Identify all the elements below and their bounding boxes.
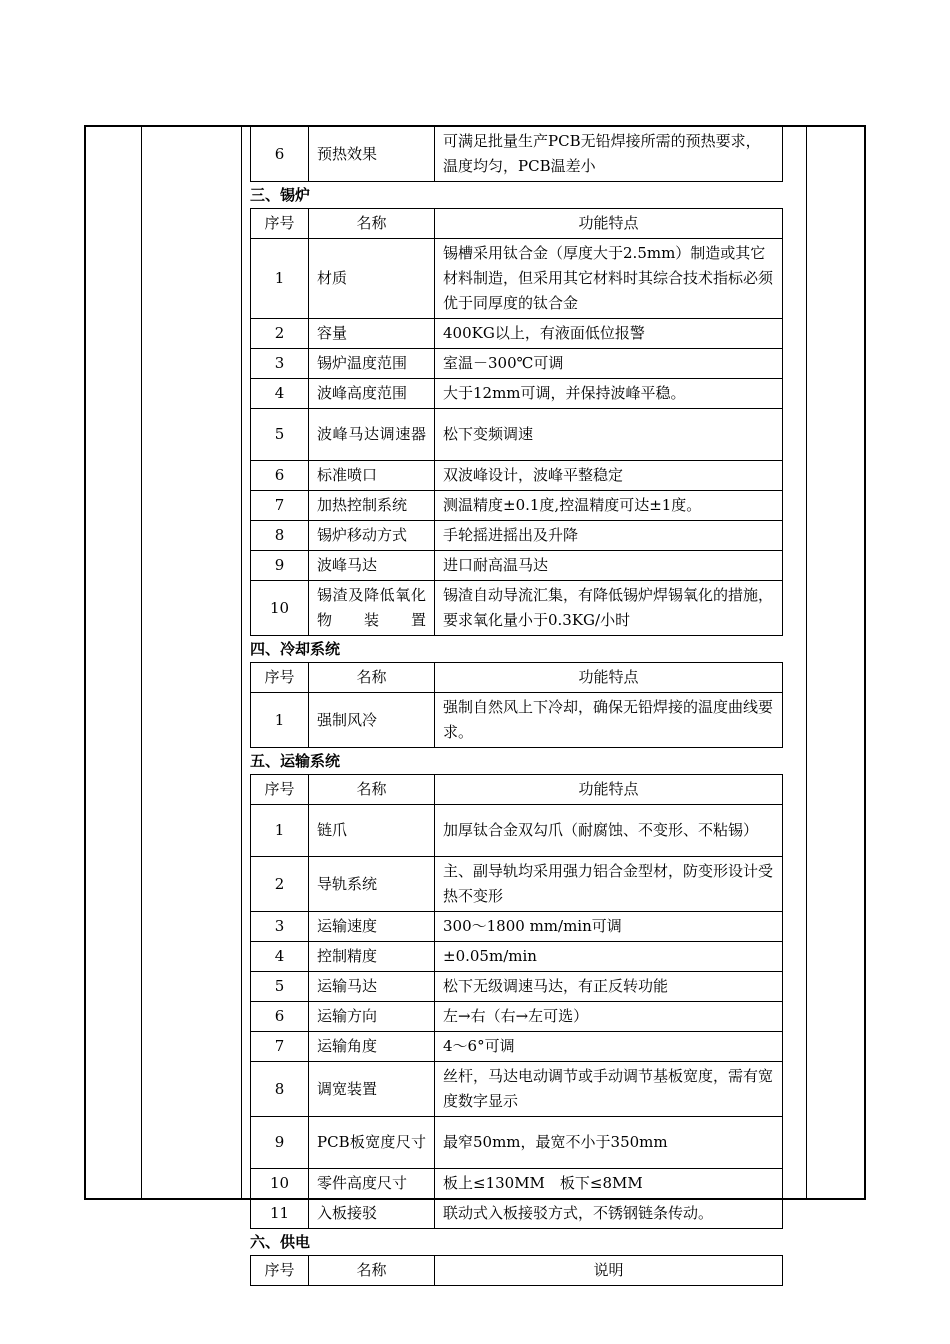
table-row <box>251 491 783 521</box>
row-name: 锡炉移动方式 <box>309 521 435 551</box>
row-description: 双波峰设计，波峰平整稳定 <box>435 461 783 491</box>
spec-table <box>250 1255 783 1286</box>
table-row <box>251 319 783 349</box>
header-desc: 说明 <box>435 1256 783 1286</box>
row-name: 调宽装置 <box>309 1062 435 1117</box>
table-row <box>251 693 783 748</box>
row-number: 4 <box>251 379 309 409</box>
table-header-row <box>251 663 783 693</box>
row-description: 强制自然风上下冷却，确保无铅焊接的温度曲线要求。 <box>435 693 783 748</box>
table-row <box>251 1062 783 1117</box>
row-name: 强制风冷 <box>309 693 435 748</box>
frame-divider <box>141 127 142 1198</box>
header-no: 序号 <box>251 209 309 239</box>
row-description: 左→右（右→左可选） <box>435 1002 783 1032</box>
row-name: 容量 <box>309 319 435 349</box>
spec-table <box>250 662 783 748</box>
spec-content <box>250 126 783 1286</box>
row-description: 4～6°可调 <box>435 1032 783 1062</box>
row-name: 波峰高度范围 <box>309 379 435 409</box>
row-description: 锡渣自动导流汇集，有降低锡炉焊锡氧化的措施，要求氧化量小于0.3KG/小时 <box>435 581 783 636</box>
table-header-row <box>251 1256 783 1286</box>
spec-table <box>250 774 783 1229</box>
row-description: 室温－300℃可调 <box>435 349 783 379</box>
header-desc: 功能特点 <box>435 209 783 239</box>
row-name: 锡渣及降低氧化物装置 <box>309 581 435 636</box>
row-name: 加热控制系统 <box>309 491 435 521</box>
table-row <box>251 1117 783 1169</box>
row-number: 3 <box>251 349 309 379</box>
row-number: 7 <box>251 1032 309 1062</box>
row-number: 5 <box>251 409 309 461</box>
row-name: 零件高度尺寸 <box>309 1169 435 1199</box>
row-number: 3 <box>251 912 309 942</box>
section-title: 四、冷却系统 <box>250 640 341 658</box>
header-name: 名称 <box>309 209 435 239</box>
row-description: 主、副导轨均采用强力铝合金型材，防变形设计受热不变形 <box>435 857 783 912</box>
row-description: 松下无级调速马达，有正反转功能 <box>435 972 783 1002</box>
row-number: 1 <box>251 693 309 748</box>
table-row <box>251 127 783 182</box>
spec-table <box>250 208 783 636</box>
section-title: 六、供电 <box>250 1233 311 1251</box>
header-no: 序号 <box>251 663 309 693</box>
frame-divider <box>241 127 242 1198</box>
table-row <box>251 239 783 319</box>
row-description: 大于12mm可调，并保持波峰平稳。 <box>435 379 783 409</box>
table-header-row <box>251 775 783 805</box>
table-row <box>251 1032 783 1062</box>
row-number: 10 <box>251 581 309 636</box>
row-name: 链爪 <box>309 805 435 857</box>
table-row <box>251 349 783 379</box>
header-desc: 功能特点 <box>435 775 783 805</box>
row-name: 控制精度 <box>309 942 435 972</box>
row-description: 可满足批量生产PCB无铅焊接所需的预热要求，温度均匀，PCB温差小 <box>435 127 783 182</box>
table-row <box>251 1002 783 1032</box>
row-number: 7 <box>251 491 309 521</box>
table-row <box>251 409 783 461</box>
row-name: 波峰马达 <box>309 551 435 581</box>
row-name: 波峰马达调速器 <box>309 409 435 461</box>
row-number: 9 <box>251 1117 309 1169</box>
row-description: 300～1800 mm/min可调 <box>435 912 783 942</box>
header-desc: 功能特点 <box>435 663 783 693</box>
table-row <box>251 972 783 1002</box>
row-name: 锡炉温度范围 <box>309 349 435 379</box>
row-number: 8 <box>251 1062 309 1117</box>
row-description: 丝杆，马达电动调节或手动调节基板宽度，需有宽度数字显示 <box>435 1062 783 1117</box>
header-name: 名称 <box>309 775 435 805</box>
table-row <box>251 521 783 551</box>
row-name: 入板接驳 <box>309 1199 435 1229</box>
table-row <box>251 581 783 636</box>
row-description: 锡槽采用钛合金（厚度大于2.5mm）制造或其它材料制造，但采用其它材料时其综合技术指标必须优于同厚度的钛合金 <box>435 239 783 319</box>
row-number: 8 <box>251 521 309 551</box>
row-description: 最窄50mm，最宽不小于350mm <box>435 1117 783 1169</box>
row-number: 2 <box>251 319 309 349</box>
row-name: 预热效果 <box>309 127 435 182</box>
row-number: 2 <box>251 857 309 912</box>
row-name: 导轨系统 <box>309 857 435 912</box>
row-description: ±0.05m/min <box>435 942 783 972</box>
row-name: 运输马达 <box>309 972 435 1002</box>
row-number: 9 <box>251 551 309 581</box>
row-name: 运输速度 <box>309 912 435 942</box>
table-row <box>251 551 783 581</box>
header-no: 序号 <box>251 1256 309 1286</box>
table-row <box>251 379 783 409</box>
section-title: 三、锡炉 <box>250 186 311 204</box>
row-description: 400KG以上，有液面低位报警 <box>435 319 783 349</box>
table-header-row <box>251 209 783 239</box>
table-row <box>251 1199 783 1229</box>
row-number: 5 <box>251 972 309 1002</box>
row-number: 1 <box>251 805 309 857</box>
row-name: 运输方向 <box>309 1002 435 1032</box>
header-no: 序号 <box>251 775 309 805</box>
spec-table <box>250 126 783 182</box>
row-number: 6 <box>251 461 309 491</box>
row-description: 测温精度±0.1度,控温精度可达±1度。 <box>435 491 783 521</box>
row-description: 联动式入板接驳方式，不锈钢链条传动。 <box>435 1199 783 1229</box>
row-description: 加厚钛合金双勾爪（耐腐蚀、不变形、不粘锡） <box>435 805 783 857</box>
row-name: 运输角度 <box>309 1032 435 1062</box>
table-row <box>251 857 783 912</box>
row-number: 11 <box>251 1199 309 1229</box>
table-row <box>251 912 783 942</box>
row-description: 松下变频调速 <box>435 409 783 461</box>
table-row <box>251 1169 783 1199</box>
section-title: 五、运输系统 <box>250 752 341 770</box>
row-description: 进口耐高温马达 <box>435 551 783 581</box>
row-number: 1 <box>251 239 309 319</box>
row-name: PCB板宽度尺寸 <box>309 1117 435 1169</box>
header-name: 名称 <box>309 663 435 693</box>
row-number: 6 <box>251 1002 309 1032</box>
frame-divider <box>806 127 807 1198</box>
table-row <box>251 461 783 491</box>
header-name: 名称 <box>309 1256 435 1286</box>
row-description: 手轮摇进摇出及升降 <box>435 521 783 551</box>
row-description: 板上≤130MM 板下≤8MM <box>435 1169 783 1199</box>
row-number: 10 <box>251 1169 309 1199</box>
table-row <box>251 942 783 972</box>
row-name: 标准喷口 <box>309 461 435 491</box>
row-number: 6 <box>251 127 309 182</box>
row-number: 4 <box>251 942 309 972</box>
table-row <box>251 805 783 857</box>
row-name: 材质 <box>309 239 435 319</box>
